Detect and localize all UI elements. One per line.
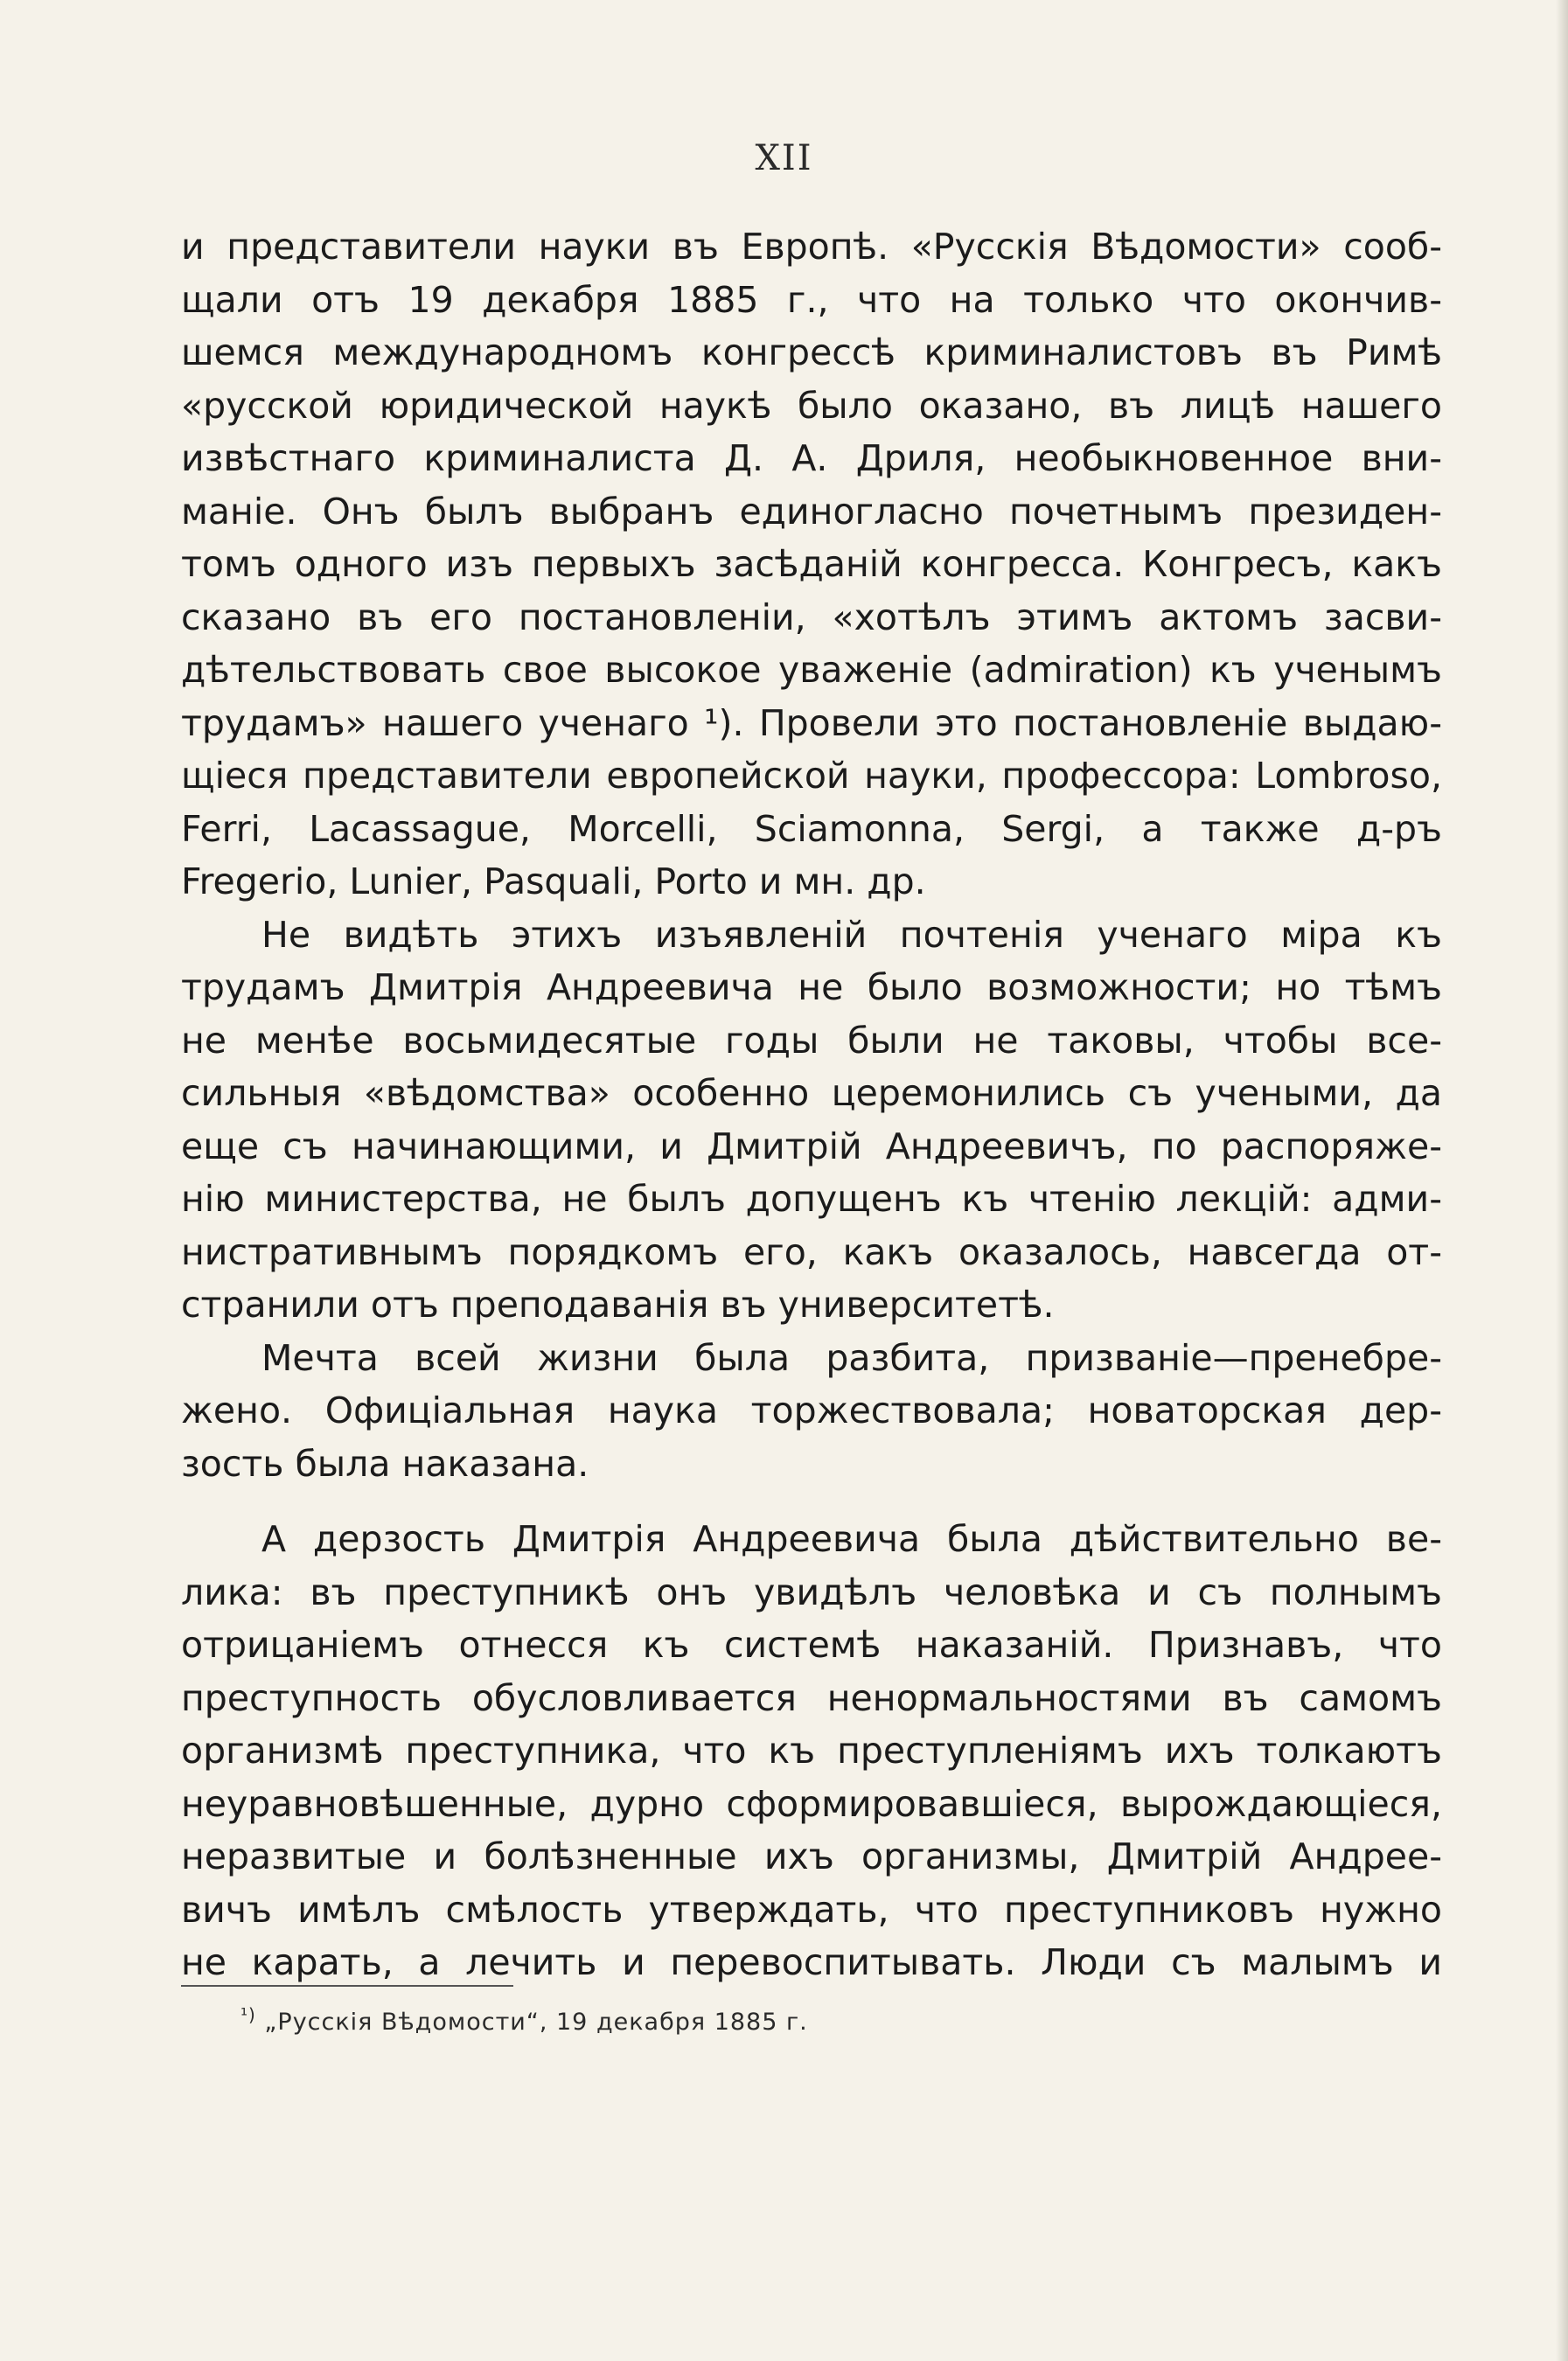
text-line: извѣстнаго криминалиста Д. А. Дриля, необыкновенное вни- xyxy=(181,437,1442,479)
text-line: трудамъ Дмитрія Андреевича не было возможности; но тѣмъ xyxy=(181,966,1442,1008)
text-line: сказано въ его постановленіи, «хотѣлъ этимъ актомъ засви- xyxy=(181,595,1442,638)
text-line: Ferri, Lacassague, Morcelli, Sciamonna, Sergi, а также д-ръ xyxy=(181,807,1442,850)
text-line: Не видѣть этихъ изъявленій почтенія ученаго міра къ xyxy=(261,913,1442,956)
text-line: дѣтельствовать свое высокое уваженіе (admiration) къ ученымъ xyxy=(181,649,1442,691)
page-body-text xyxy=(181,220,1442,1989)
text-line: неуравновѣшенные, дурно сформировавшіеся, вырождающіеся, xyxy=(181,1782,1442,1825)
text-line: не карать, а лечить и перевоспитывать. Люди съ малымъ и xyxy=(181,1941,1442,1983)
paragraph-1 xyxy=(181,220,1442,909)
text-line: «русской юридической наукѣ было оказано, въ лицѣ нашего xyxy=(181,384,1442,427)
paragraph-gap xyxy=(181,1490,1442,1513)
text-line: организмѣ преступника, что къ преступленіямъ ихъ толкаютъ xyxy=(181,1730,1442,1772)
footnote xyxy=(240,2004,808,2036)
text-line: сильныя «вѣдомства» особенно церемонились съ учеными, да xyxy=(181,1072,1442,1114)
text-line: нистративнымъ порядкомъ его, какъ оказалось, навсегда от- xyxy=(181,1230,1442,1273)
paragraph-4 xyxy=(181,1513,1442,1989)
text-line: трудамъ» нашего ученаго ¹). Провели это постановленіе выдаю- xyxy=(181,701,1442,744)
text-line: жено. Офиціальная наука торжествовала; новаторская дер- xyxy=(181,1389,1442,1431)
text-line: преступность обусловливается ненормальностями въ самомъ xyxy=(181,1676,1442,1719)
footnote-marker: ¹) xyxy=(240,2004,256,2025)
text-line: отрицаніемъ отнесся къ системѣ наказаній. Признавъ, что xyxy=(181,1624,1442,1666)
text-line: шемся международномъ конгрессѣ криминалистовъ въ Римѣ xyxy=(181,331,1442,373)
text-line: щіеся представители европейской науки, профессора: Lombroso, xyxy=(181,755,1442,797)
text-line: странили отъ преподаванія въ университетѣ. xyxy=(181,1284,1055,1326)
text-line: нію министерства, не былъ допущенъ къ чтенію лекцій: адми- xyxy=(181,1178,1442,1220)
text-line: Мечта всей жизни была разбита, призваніе—пренебре- xyxy=(261,1336,1442,1379)
text-line: маніе. Онъ былъ выбранъ единогласно почетнымъ президен- xyxy=(181,490,1442,533)
text-line: не менѣе восьмидесятые годы были не таковы, чтобы все- xyxy=(181,1019,1442,1062)
footnote-text: „Русскія Вѣдомости“, 19 декабря 1885 г. xyxy=(264,2009,808,2036)
text-line: томъ одного изъ первыхъ засѣданій конгресса. Конгресъ, какъ xyxy=(181,543,1442,585)
text-line: лика: въ преступникѣ онъ увидѣлъ человѣка и съ полнымъ xyxy=(181,1571,1442,1613)
page-number: XII xyxy=(755,138,813,178)
text-line: вичъ имѣлъ смѣлость утверждать, что преступниковъ нужно xyxy=(181,1888,1442,1931)
paragraph-2 xyxy=(181,909,1442,1332)
text-line: и представители науки въ Европѣ. «Русскія Вѣдомости» сооб- xyxy=(181,226,1442,268)
footnote-divider xyxy=(181,1985,513,1987)
page-edge-shadow xyxy=(1556,0,1568,2361)
text-line: А дерзость Дмитрія Андреевича была дѣйствительно ве- xyxy=(261,1518,1442,1560)
text-line: еще съ начинающими, и Дмитрій Андреевичъ, по распоряже- xyxy=(181,1125,1442,1167)
text-line: Fregerio, Lunier, Pasquali, Porto и мн. др. xyxy=(181,860,926,902)
text-line: зость была наказана. xyxy=(181,1442,589,1485)
text-line: неразвитые и болѣзненные ихъ организмы, Дмитрій Андрее- xyxy=(181,1835,1442,1877)
text-line: щали отъ 19 декабря 1885 г., что на только что окончив- xyxy=(181,278,1442,321)
paragraph-3 xyxy=(181,1332,1442,1491)
